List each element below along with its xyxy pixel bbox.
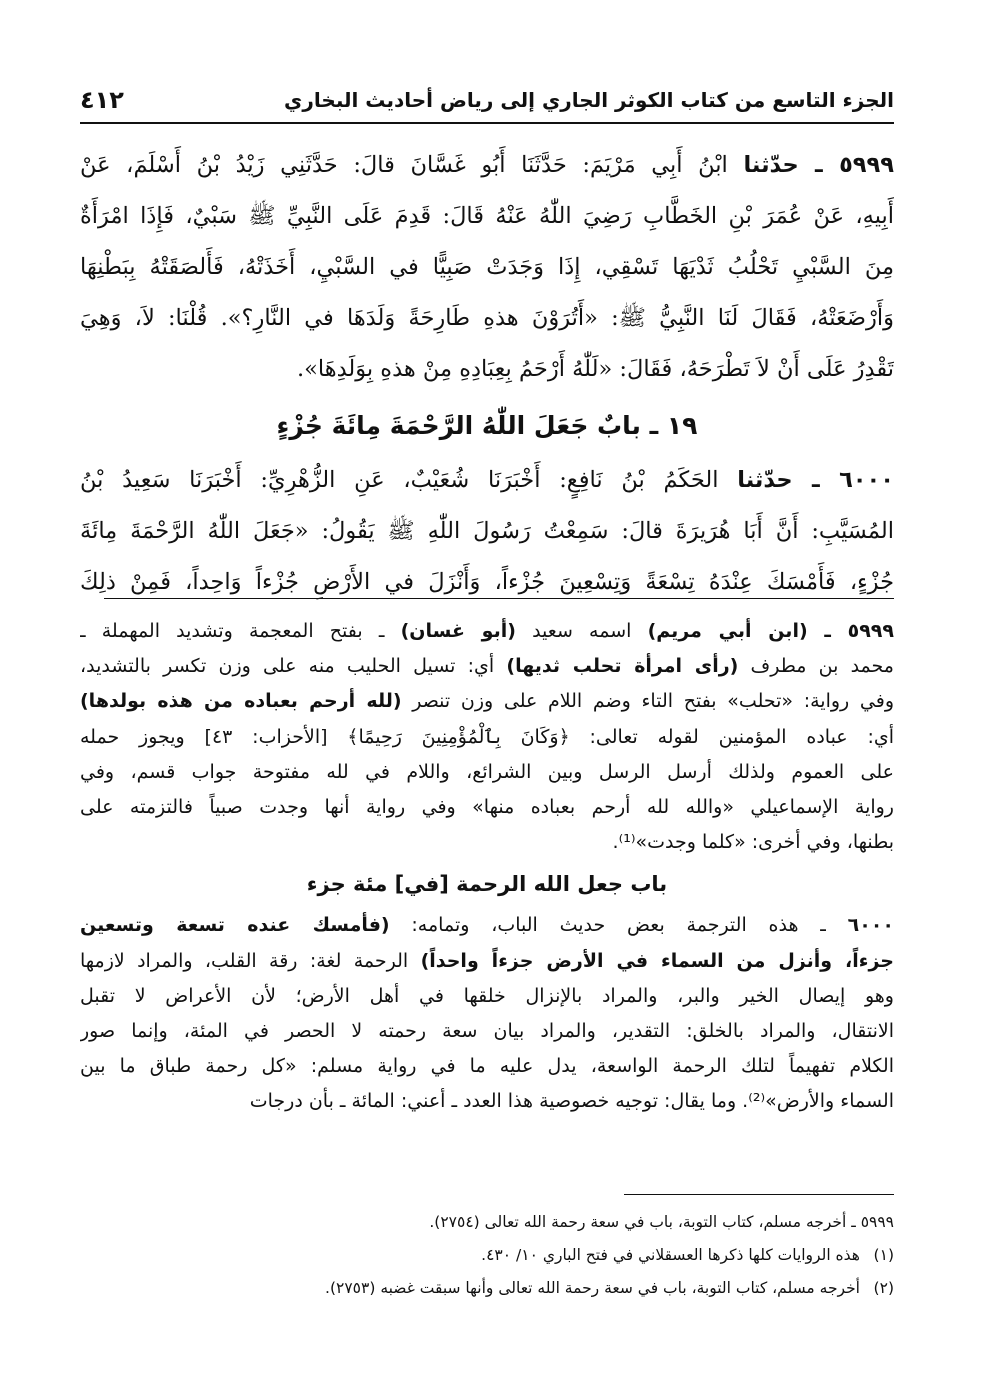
commentary-text: محمد بن مطرف <box>738 655 894 678</box>
commentary-text: ـ هذه الترجمة بعض حديث الباب، وتمامه: <box>389 914 848 937</box>
footnote-rule <box>624 1194 894 1195</box>
commentary-6000 <box>80 908 894 1119</box>
commentary-text: الكلام تفهيماً لتلك الرحمة الواسعة، يدل عليه ما في رواية مسلم: «كل رحمة طباق ما بين <box>80 1055 894 1078</box>
quoted-phrase: ٦٠٠٠ <box>847 914 894 937</box>
commentary-text: أي: عباده المؤمنين لقوله تعالى: ﴿وَكَانَ بِٱلْمُؤْمِنِينَ رَحِيمًا﴾ [الأحزاب: ٤٣] ويجوز حمله <box>80 725 894 748</box>
commentary-5999 <box>80 614 894 860</box>
commentary-line <box>80 1014 894 1049</box>
commentary-text: وفي رواية: «تحلب» بفتح التاء وضم اللام على وزن تنصر <box>401 690 894 713</box>
hadith-line: المُسَيَّبِ: أَنَّ أَبَا هُرَيرَةَ قالَ: سَمِعْتُ رَسُولَ اللّٰهِ ﷺ يَقُولُ: «جَعَلَ اللّٰهُ الرَّحْمَةَ مِائَةَ <box>80 518 894 544</box>
commentary-subheading: باب جعل الله الرحمة [في] مئة جزء <box>306 872 668 897</box>
commentary-text: أي: تسيل الحليب منه على وزن تكسر بالتشديد، <box>80 655 507 678</box>
quoted-phrase: ٥٩٩٩ ـ (ابن أبي مريم) <box>647 620 894 642</box>
commentary-text: ـ بفتح المعجمة وتشديد المهملة ـ <box>80 620 401 642</box>
quoted-phrase: (أبو غسان) <box>400 620 516 642</box>
commentary <box>80 614 894 1119</box>
commentary-text: بطنها، وفي أخرى: «كلما وجدت»⁽¹⁾. <box>612 831 894 854</box>
section-divider <box>104 598 894 599</box>
commentary-line <box>80 908 894 943</box>
hadith-number: ٦٠٠٠ ـ حدّثنا <box>737 467 894 493</box>
commentary-text: السماء والأرض»⁽²⁾. وما يقال: توجيه خصوصية هذا العدد ـ أعني: المائة ـ بأن درجات <box>249 1090 894 1113</box>
commentary-line <box>80 790 894 825</box>
commentary-line <box>80 1049 894 1084</box>
quoted-phrase: (فأمسك عنده تسعة وتسعين <box>80 914 390 937</box>
commentary-line <box>80 944 894 979</box>
commentary-line <box>80 755 894 790</box>
commentary-line <box>80 649 894 684</box>
hadith-6000 <box>80 455 894 608</box>
hadith-line: وَأَرْضَعَتْهُ، فَقَالَ لَنَا النَّبِيُّ ﷺ: «أَتُرَوْنَ هذهِ طَارِحَةً وَلَدَهَا في النَّارِ؟». قُلْنَا: لاَ، وَهِيَ <box>80 305 894 331</box>
commentary-line <box>80 614 894 649</box>
commentary-text: على العموم ولذلك أرسل الرسل وبين الشرائع، واللام في لله مفتوحة جواب قسم، وفي <box>80 760 894 783</box>
book-title: الجزء التاسع من كتاب الكوثر الجاري إلى رياض أحاديث البخاري <box>284 88 894 112</box>
hadith-line: ٦٠٠٠ ـ حدّثنا الحَكَمُ بْنُ نَافِعٍ: أَخْبَرَنَا شُعَيْبٌ، عَنِ الزُّهْرِيِّ: أَخْبَرَنَا سَعِيدُ بْنُ <box>80 467 894 493</box>
footnote-text: هذه الروايات كلها ذكرها العسقلاني في فتح الباري ١٠/ ٤٣٠. <box>481 1246 860 1264</box>
hadith-line: أَبِيهِ، عَنْ عُمَرَ بْنِ الخَطَّابِ رَضِيَ اللّٰهُ عَنْهُ قَالَ: قَدِمَ عَلَى النَّبِيِّ ﷺ سَبْيٌ، فَإِذَا امْرَأَةٌ <box>80 203 894 229</box>
chapter-heading: ١٩ ـ بابٌ جَعَلَ اللّٰهُ الرَّحْمَةَ مِائَةَ جُزْءٍ <box>276 411 698 440</box>
commentary-text: وهو إيصال الخير والبر، والمراد بالإنزال خلقها في أهل الأرض؛ لأن الأعراض لا تقبل <box>80 984 894 1007</box>
hadith-5999 <box>80 140 894 395</box>
quoted-phrase: جزءاً، وأنزل من السماء في الأرض جزءاً واحداً) <box>420 949 894 972</box>
commentary-line <box>80 1084 894 1119</box>
hadith-line: مِنَ السَّبْيِ تَحْلُبُ ثَدْيَهَا تَسْقِي، إِذَا وَجَدَتْ صَبِيًّا في السَّبْيِ، أَخَذَتْهُ، فَأَلصَقَتْهُ بِبَطْنِهَا <box>80 254 894 280</box>
commentary-text: رواية الإسماعيلي «والله لله أرحم بعباده منها» وفي رواية أنها وجدت صبياً فالتزمته على <box>80 795 894 818</box>
footnotes <box>80 1206 894 1305</box>
footnote-mark: (٢) <box>873 1279 894 1297</box>
main-text <box>80 140 894 608</box>
footnote-mark: (١) <box>873 1246 894 1264</box>
hadith-line: جُزْءٍ، فَأَمْسَكَ عِنْدَهُ تِسْعَةً وَتِسْعِينَ جُزْءاً، وَأَنْزَلَ في الأَرْضِ جُزْءاً وَاحِداً، فَمِنْ ذلِكَ <box>80 569 894 595</box>
footnote <box>80 1239 894 1272</box>
footnote-text: أخرجه مسلم، كتاب التوبة، باب في سعة رحمة الله تعالى وأنها سبقت غضبه (٢٧٥٣). <box>325 1279 860 1297</box>
footnote <box>80 1206 894 1239</box>
commentary-line <box>80 720 894 755</box>
commentary-line <box>80 979 894 1014</box>
footnote-text: ٥٩٩٩ ـ أخرجه مسلم، كتاب التوبة، باب في سعة رحمة الله تعالى (٢٧٥٤). <box>429 1213 894 1231</box>
hadith-line: تَقْدِرُ عَلَى أَنْ لاَ تَطْرَحَهُ، فَقَالَ: «لَلّٰهُ أَرْحَمُ بِعِبَادِهِ مِنْ هذهِ بِوَلَدِهَا». <box>296 356 894 382</box>
page-number: ٤١٢ <box>80 86 124 114</box>
commentary-text: الرحمة لغة: رقة القلب، والمراد لازمها <box>80 949 421 972</box>
commentary-text: الانتقال، والمراد بالخلق: التقدير، والمراد بيان سعة رحمته لا الحصر في المئة، وإنما صور <box>80 1019 894 1042</box>
quoted-phrase: (لله أرحم بعباده من هذه بولدها) <box>80 690 402 713</box>
running-header <box>80 78 894 124</box>
commentary-line <box>80 825 894 860</box>
quoted-phrase: (رأى امرأة تحلب ثديها) <box>506 655 739 678</box>
commentary-line <box>80 684 894 719</box>
hadith-line: ٥٩٩٩ ـ حدّثنا ابْنُ أَبِي مَرْيَمَ: حَدَّثَنَا أَبُو غَسَّانَ قالَ: حَدَّثَنِي زَيْدُ بْنُ أَسْلَمَ، عَنْ <box>80 152 894 178</box>
hadith-number: ٥٩٩٩ ـ حدّثنا <box>743 152 894 178</box>
footnote <box>80 1272 894 1305</box>
commentary-text: اسمه سعيد <box>515 620 648 642</box>
